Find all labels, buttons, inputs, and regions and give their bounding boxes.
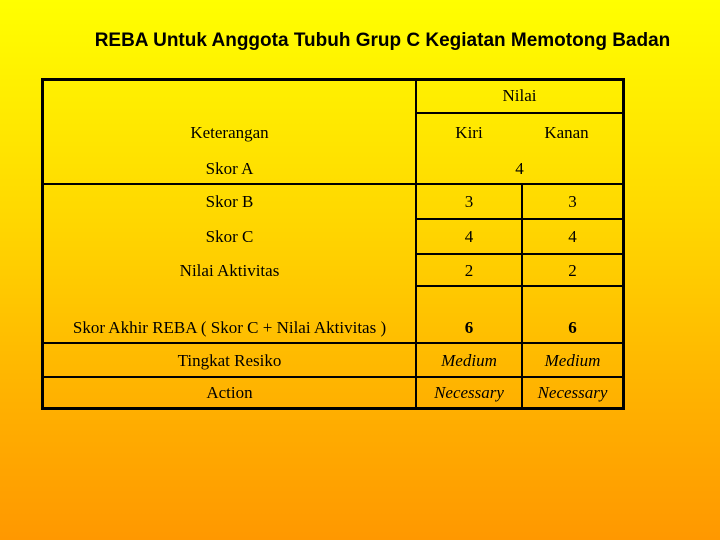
row-value-kiri: Necessary <box>434 382 504 402</box>
row-value-kiri: 4 <box>464 227 474 246</box>
row-label: Skor Akhir REBA ( Skor C + Nilai Aktivitas ) <box>72 318 387 337</box>
header-kanan: Kanan <box>544 123 589 142</box>
row-value-kiri: 2 <box>464 261 474 280</box>
row-value-merged: 4 <box>515 159 524 178</box>
header-keterangan: Keterangan <box>190 123 269 142</box>
row-value-kanan: Medium <box>544 351 601 370</box>
table-border-right <box>622 78 625 410</box>
row-label: Skor B <box>205 192 254 211</box>
reba-table <box>41 78 625 410</box>
row-label: Action <box>206 382 253 402</box>
table-border-bottom <box>41 407 625 410</box>
slide-title: REBA Untuk Anggota Tubuh Grup C Kegiatan Memotong Badan <box>94 30 671 51</box>
row-value-kiri: 3 <box>464 192 474 211</box>
header-kiri: Kiri <box>455 123 483 142</box>
row-value-kanan: Necessary <box>537 382 608 402</box>
row-label: Skor C <box>205 227 254 246</box>
header-nilai: Nilai <box>502 86 537 105</box>
row-label: Tingkat Resiko <box>177 351 282 370</box>
row-value-kiri: 6 <box>464 318 474 337</box>
row-value-kanan: 6 <box>568 318 577 337</box>
divider-under-nilai <box>415 112 625 114</box>
row-label: Skor A <box>205 159 254 178</box>
row-value-kanan: 4 <box>568 227 577 246</box>
row-value-kanan: 3 <box>568 192 577 211</box>
row-value-kiri: Medium <box>441 351 497 370</box>
row-value-kanan: 2 <box>568 261 577 280</box>
row-label: Nilai Aktivitas <box>179 261 280 280</box>
